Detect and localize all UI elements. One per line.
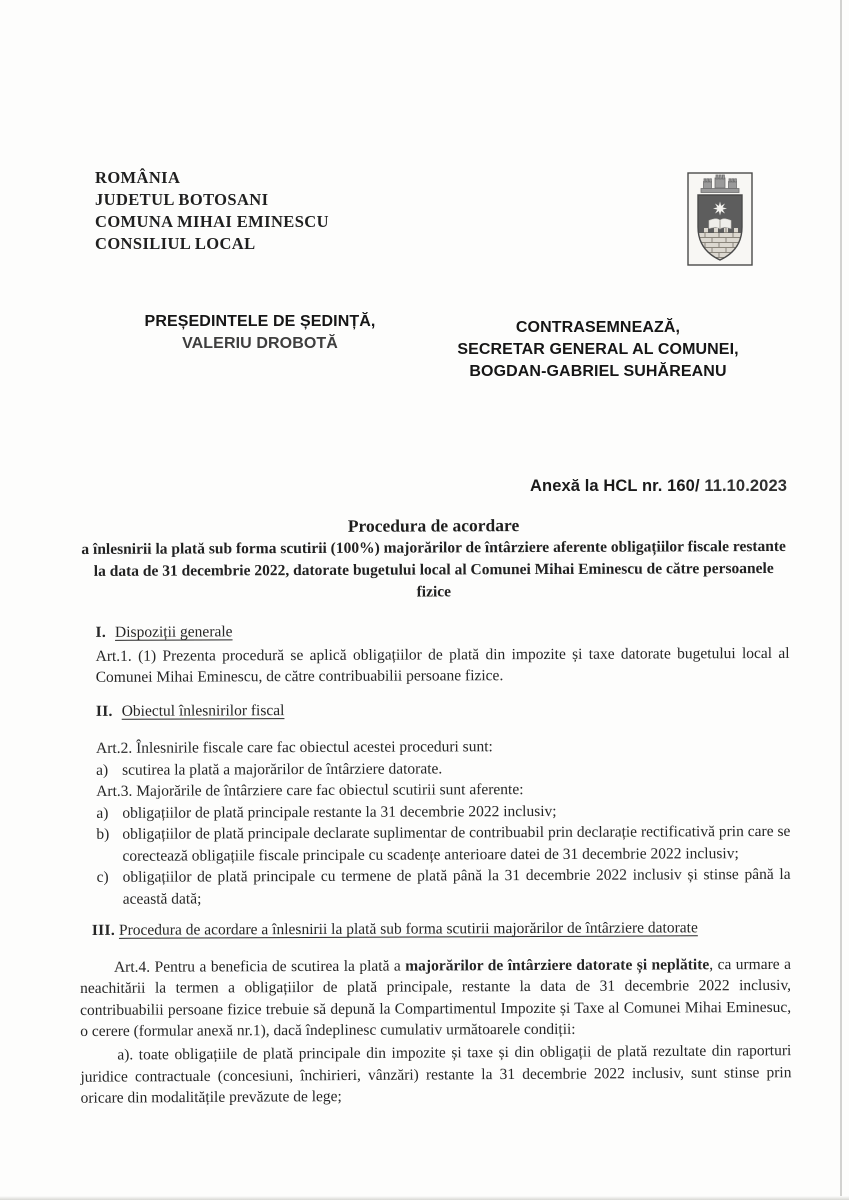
article-2-item-a xyxy=(96,756,790,781)
countersign-label: CONTRASEMNEAZĂ, xyxy=(515,319,681,336)
article-2: Art.2. Înlesnirile fiscale care fac obiectul acestei proceduri sunt: xyxy=(95,738,493,757)
article-3: Art.3. Majorările de întârziere care fac obiectul scutirii sunt aferente: xyxy=(96,781,524,800)
section-2-heading-text: Obiectul înlesnirilor fiscal xyxy=(121,701,285,720)
section-1-heading-text: Dispoziții generale xyxy=(114,623,233,641)
org-header xyxy=(95,167,329,255)
list-text: obligațiilor de plată principale restante la 31 decembrie 2022 inclusiv; xyxy=(122,802,557,822)
section-1-heading xyxy=(95,619,789,644)
annex-label: Anexă la HCL nr. 160/ xyxy=(530,477,700,495)
document-subtitle: a înlesnirii la plată sub forma scutirii (100%) majorărilor de întârziere aferente obligațiilor fiscale restante la data de 31 decembrie 2022, datorate bugetului local al Comunei Mihai Eminescu de către persoanele fizice xyxy=(81,537,786,601)
article-4-text: , ca urmare a neachitării la termen a obligațiilor de plată principale, restante la data de 31 decembrie 2022 inclusiv, contribuabilii persoane fizice trebuie să depună la Compartimentul Impozite și Taxe al Comunei Mihai Eminesuc, o cerere (formular anexă nr.1), dacă îndeplinesc cumulativ următoarele condiții: xyxy=(80,955,792,1040)
org-line-commune: COMUNA MIHAI EMINESCU xyxy=(95,212,329,231)
section-3-heading xyxy=(92,917,791,942)
org-line-county: JUDETUL BOTOSANI xyxy=(95,190,269,209)
list-marker: a) xyxy=(96,804,109,822)
article-3-item-b xyxy=(96,821,790,867)
section-3-number: III. xyxy=(91,921,116,939)
secretary-name: BOGDAN-GABRIEL SUHĂREANU xyxy=(469,363,727,380)
annex-reference xyxy=(530,477,787,496)
article-3-item-a xyxy=(96,799,790,824)
coat-of-arms-icon xyxy=(687,172,753,266)
document-title: Procedura de acordare xyxy=(347,515,520,536)
section-3-heading-text: Procedura de acordare a înlesnirii la plată sub forma scutirii majorărilor de întârziere datorate xyxy=(118,919,698,939)
article-3-item-c xyxy=(97,864,791,910)
article-4-bold-text: majorărilor de întârziere datorate și neplătite xyxy=(405,955,710,975)
article-4-item-a: a). toate obligațiile de plată principale din impozite și taxe și din obligații de plată rezultate din raporturi juridice contractuale (concesiuni, închirieri, vânzări) restante la 31 decembrie 2022 inclusiv, sunt stinse prin oricare din modalitățile prevăzute de lege; xyxy=(80,1041,792,1107)
section-2-heading xyxy=(96,697,790,722)
scan-edge-right xyxy=(840,0,842,1200)
section-2-number: II. xyxy=(95,702,113,720)
president-title: PREȘEDINTELE DE ȘEDINȚĂ, xyxy=(144,313,376,330)
annex-date: 11.10.2023 xyxy=(704,477,787,495)
article-4-text: Art.4. Pentru a beneficia de scutirea la plată a xyxy=(113,957,406,976)
president-name: VALERIU DROBOTĂ xyxy=(182,335,338,352)
countersign-block xyxy=(424,317,772,383)
list-text: scutirea la plată a majorărilor de întârziere datorate. xyxy=(122,759,443,779)
procedure-body xyxy=(78,513,792,1108)
section-1-number: I. xyxy=(95,623,107,641)
org-line-council: CONSILIUL LOCAL xyxy=(95,234,256,253)
scan-edge-bottom xyxy=(0,1196,849,1200)
list-text: obligațiilor de plată principale cu termene de plată până la 31 decembrie 2022 inclusiv și stinse până la această dată; xyxy=(122,865,791,908)
list-text: obligațiilor de plată principale declarate suplimentar de contribuabil prin declarație rectificativă prin care se corectează obligațiile fiscale principale cu scadențe anterioare datei de 31 decembrie 2022 inclusiv; xyxy=(122,822,791,865)
article-4 xyxy=(80,953,791,1042)
secretary-title: SECRETAR GENERAL AL COMUNEI, xyxy=(457,341,739,358)
article-1: Art.1. (1) Prezenta procedură se aplică obligațiilor de plată din impozite și taxe datorate bugetului local al Comunei Mihai Eminescu, de către contribuabilii persoane fizice. xyxy=(95,644,790,686)
org-line-country: ROMÂNIA xyxy=(95,168,181,187)
list-marker: b) xyxy=(96,825,110,843)
list-marker: a) xyxy=(96,761,109,779)
list-marker: c) xyxy=(96,868,109,886)
president-signature-block xyxy=(88,311,432,355)
